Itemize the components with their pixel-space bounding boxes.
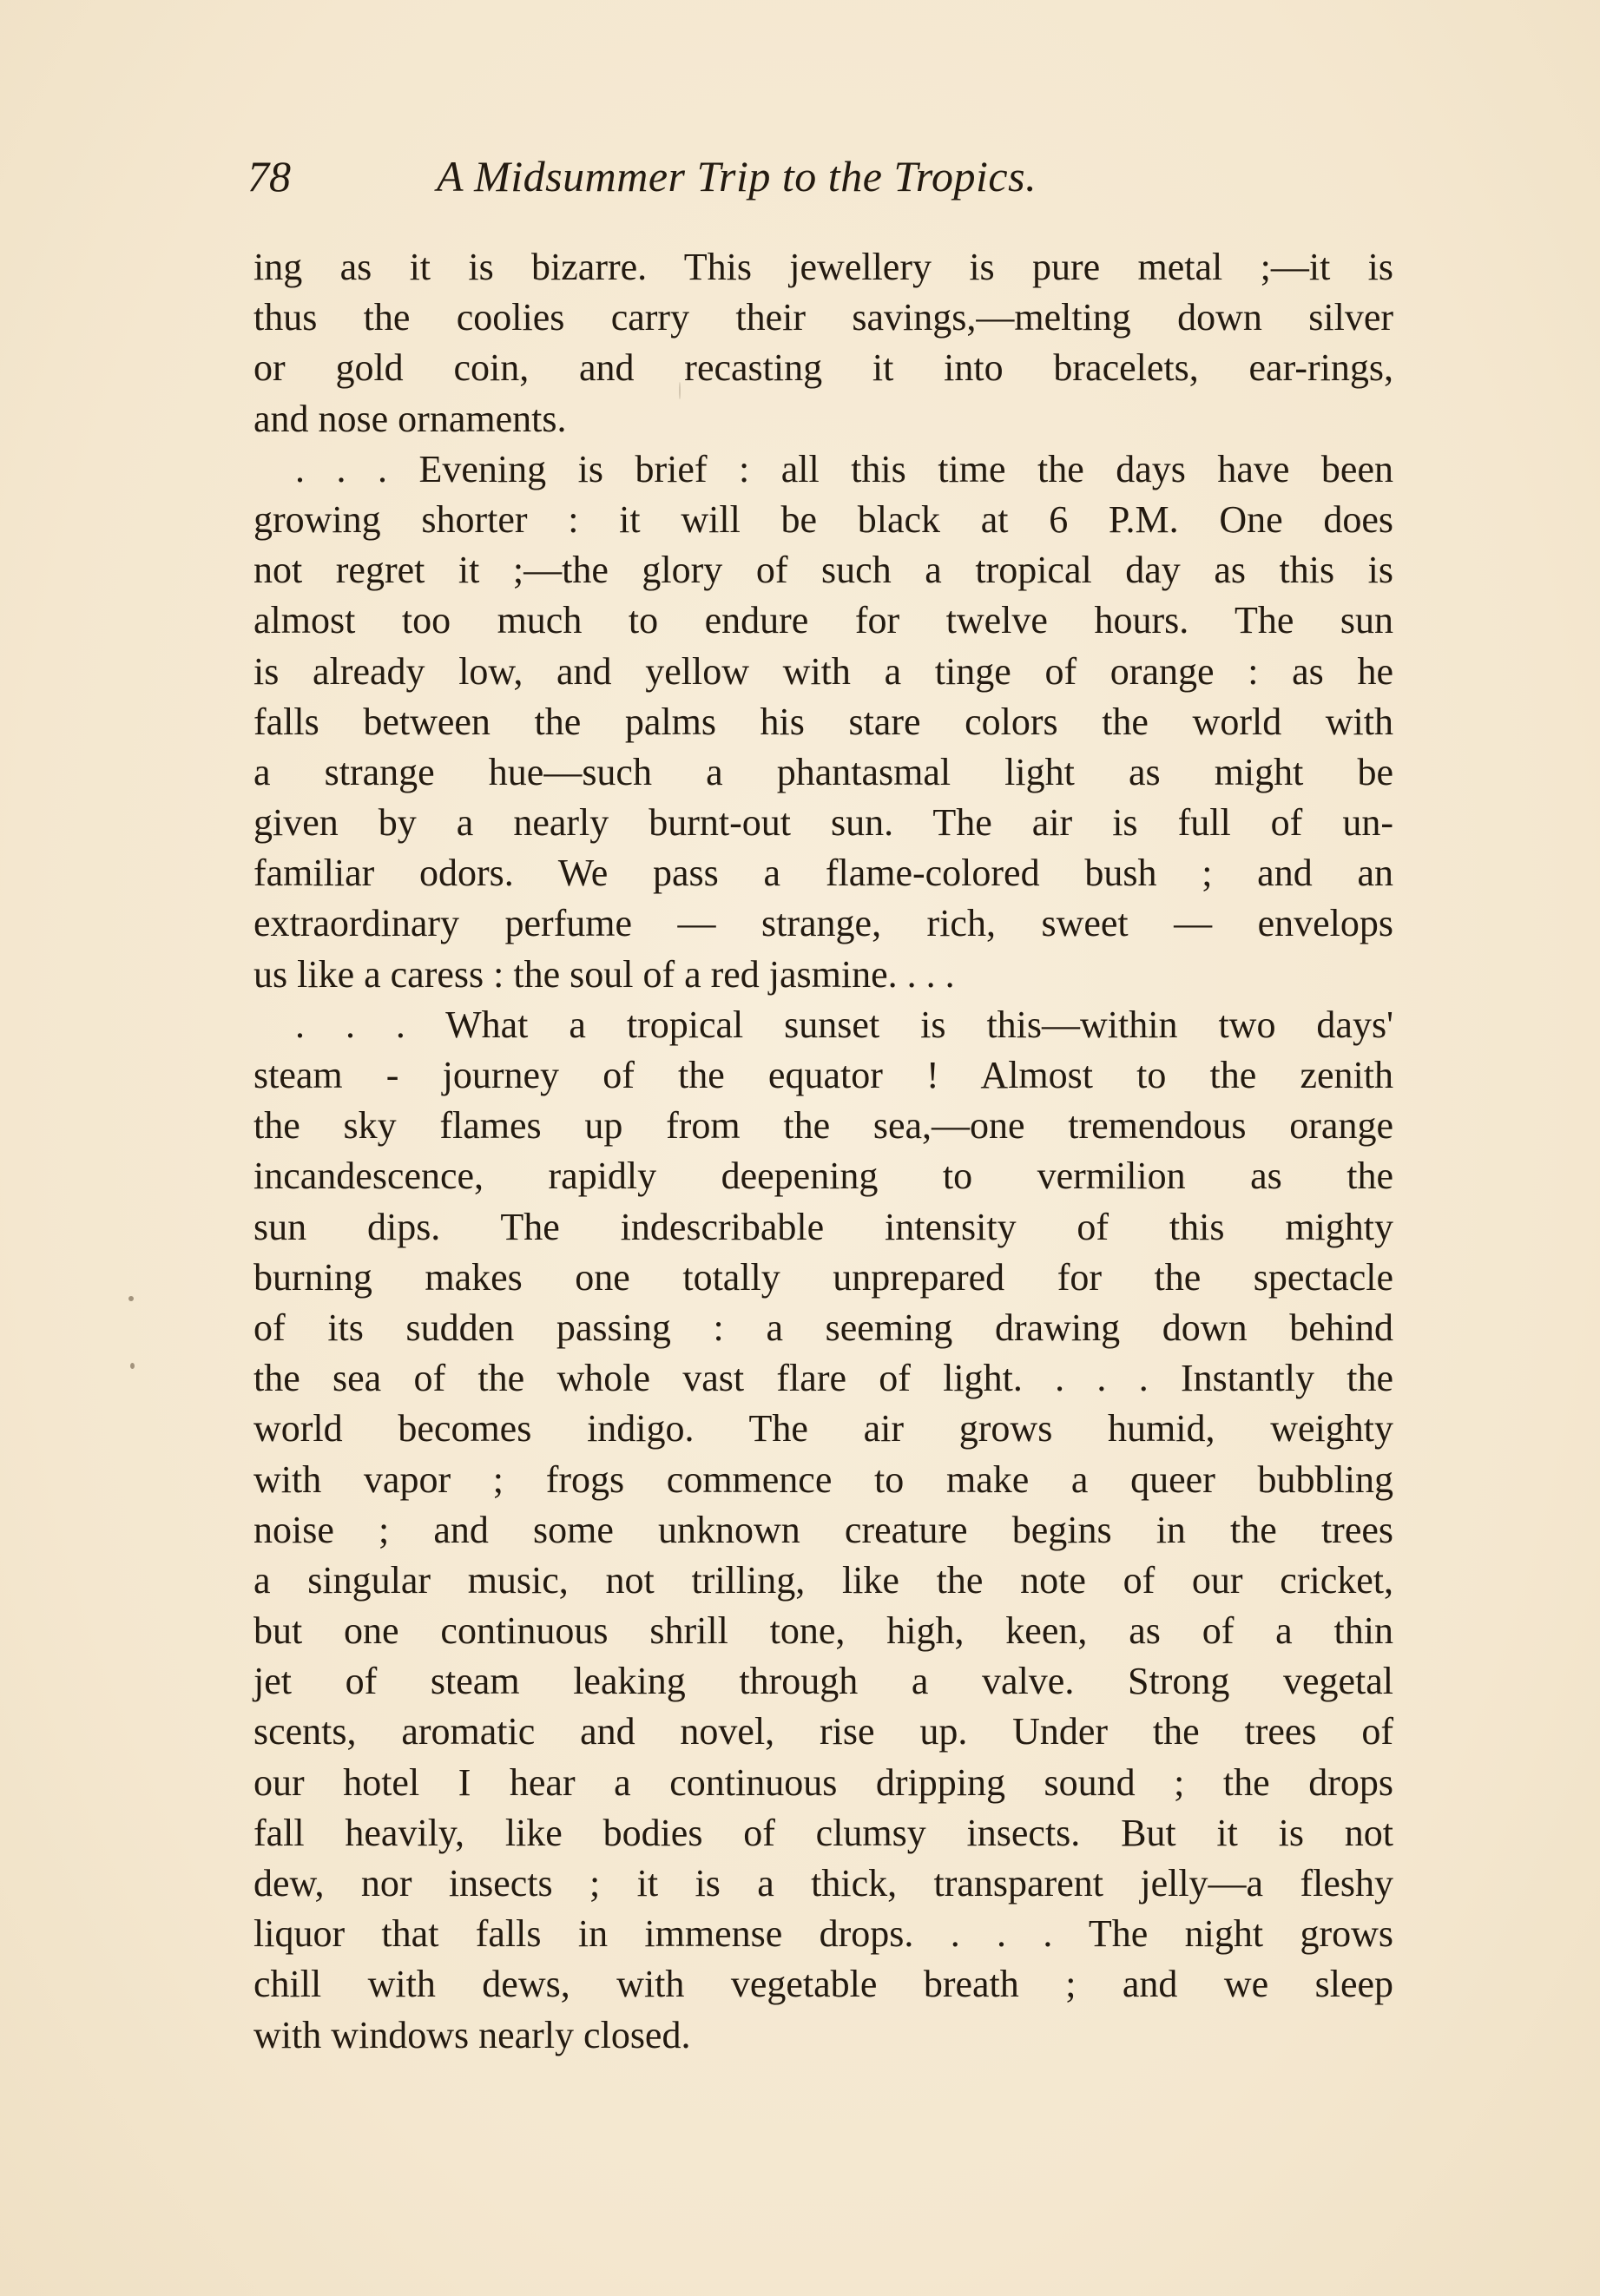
text-line: our hotel I hear a continuous dripping sound ; the drops (253, 1760, 1393, 1804)
text-line: burning makes one totally unprepared for the spectacle (253, 1255, 1393, 1299)
text-line: or gold coin, and recasting it into bracelets, ear-rings, (253, 346, 1393, 390)
text-line: the sea of the whole vast flare of light. . . . Instantly the (253, 1357, 1393, 1400)
text-line: given by a nearly burnt-out sun. The air is full of un- (253, 801, 1393, 845)
text-line: and nose ornaments. (253, 397, 567, 440)
page-number: 78 (247, 152, 291, 201)
text-line: ing as it is bizarre. This jewellery is pure metal ;—it is (253, 246, 1393, 288)
text-line: chill with dews, with vegetable breath ; and we sleep (253, 1963, 1393, 2006)
paper-speck (130, 1363, 135, 1369)
paper-speck (128, 1296, 134, 1301)
body-text (253, 242, 1393, 2061)
running-title: A Midsummer Trip to the Tropics. (437, 152, 1037, 201)
text-line: incandescence, rapidly deepening to vermilion as the (253, 1155, 1393, 1198)
text-line: falls between the palms his stare colors the world with (253, 700, 1393, 743)
text-line: is already low, and yellow with a tinge of orange : as he (253, 649, 1393, 693)
text-line: of its sudden passing : a seeming drawing down behind (253, 1306, 1393, 1349)
paper-speck (679, 382, 681, 399)
text-line: sun dips. The indescribable intensity of this mighty (253, 1205, 1393, 1248)
text-line: jet of steam leaking through a valve. Strong vegetal (253, 1660, 1393, 1703)
text-line: scents, aromatic and novel, rise up. Under the trees of (253, 1710, 1393, 1753)
text-line: but one continuous shrill tone, high, keen, as of a thin (253, 1609, 1393, 1653)
text-line: extraordinary perfume — strange, rich, sweet — envelops (253, 902, 1393, 945)
text-line: steam - journey of the equator ! Almost to the zenith (253, 1054, 1393, 1096)
text-line: with windows nearly closed. (253, 2013, 691, 2056)
text-line: not regret it ;—the glory of such a tropical day as this is (253, 549, 1393, 592)
text-line: the sky flames up from the sea,—one tremendous orange (253, 1104, 1393, 1148)
text-line: . . . What a tropical sunset is this—within two days' (295, 1003, 1393, 1046)
text-line: noise ; and some unknown creature begins in the trees (253, 1508, 1393, 1551)
text-line: a strange hue—such a phantasmal light as might be (253, 750, 1393, 793)
text-line: familiar odors. We pass a flame-colored bush ; and an (253, 852, 1393, 895)
text-line: us like a caress : the soul of a red jasmine. . . . (253, 952, 955, 996)
text-line: dew, nor insects ; it is a thick, transparent jelly—a fleshy (253, 1862, 1393, 1905)
page-header (247, 146, 1385, 207)
text-line: growing shorter : it will be black at 6 P.M. One does (253, 497, 1393, 541)
text-line: a singular music, not trilling, like the note of our cricket, (253, 1558, 1393, 1602)
text-line: almost too much to endure for twelve hours. The sun (253, 599, 1393, 642)
text-line: thus the coolies carry their savings,—melting down silver (253, 296, 1393, 339)
text-line: fall heavily, like bodies of clumsy insects. But it is not (253, 1811, 1393, 1854)
text-line: liquor that falls in immense drops. . . . The night grows (253, 1912, 1393, 1956)
text-line: world becomes indigo. The air grows humid, weighty (253, 1407, 1393, 1451)
text-line: with vapor ; frogs commence to make a queer bubbling (253, 1457, 1393, 1501)
text-line: . . . Evening is brief : all this time the days have been (295, 447, 1393, 490)
